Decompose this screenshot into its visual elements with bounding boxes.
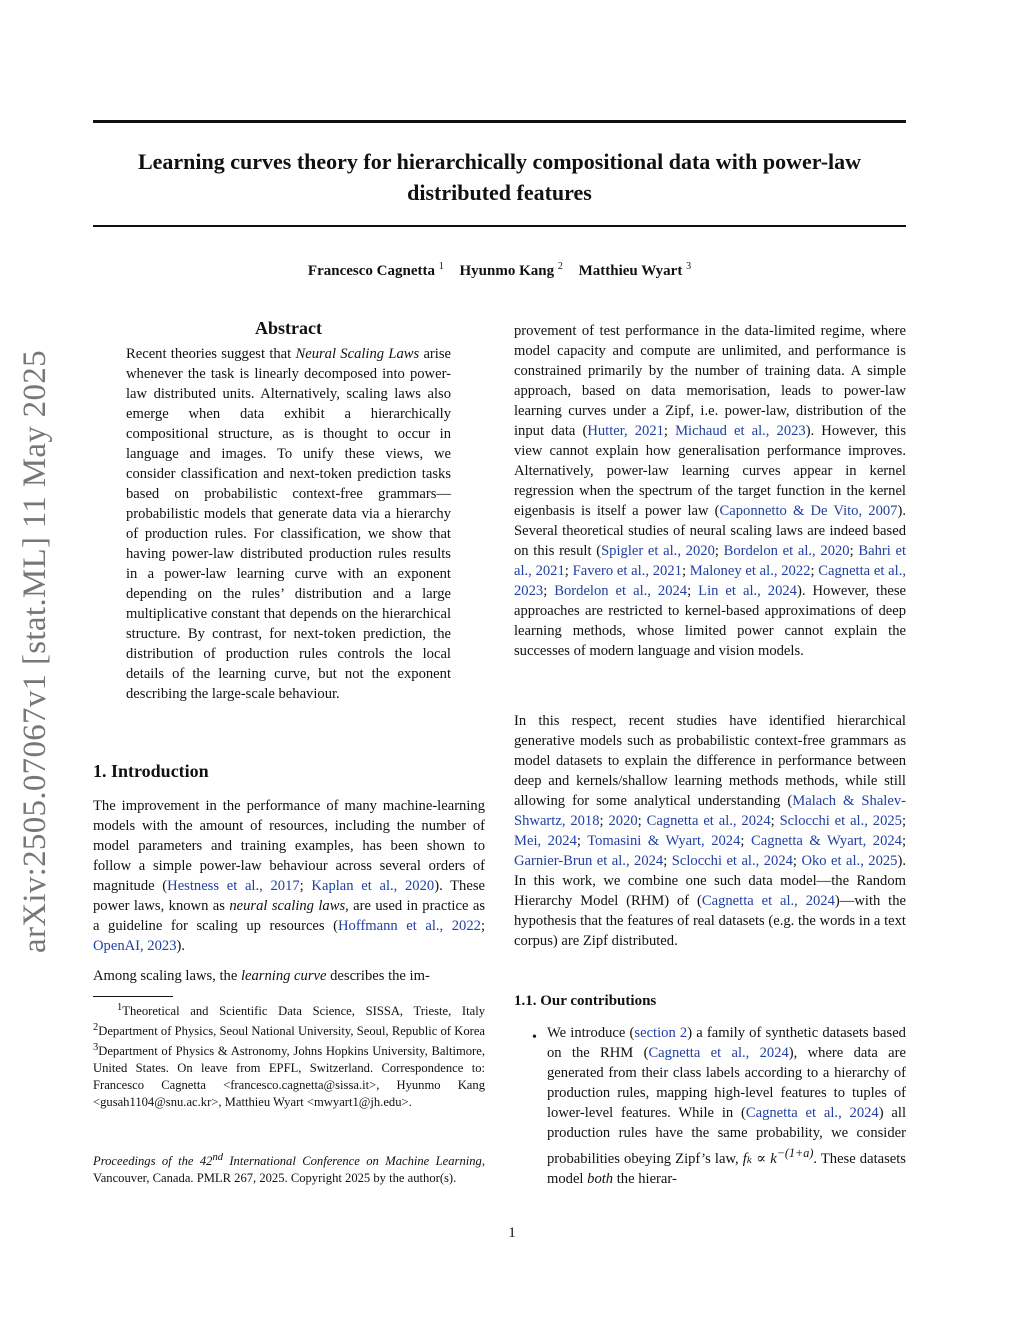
citation-link[interactable]: Tomasini & Wyart, 2024 xyxy=(587,833,741,849)
citation-link[interactable]: Lin et al., 2024 xyxy=(698,583,797,599)
footnote-rule xyxy=(93,996,173,997)
zipf-formula: $f_k \propto k^{-(1+a)}$ xyxy=(742,1146,814,1167)
citation-link[interactable]: Hoffmann et al., 2022 xyxy=(338,918,481,934)
citation-link[interactable]: Garnier-Brun et al., 2024 xyxy=(514,853,664,869)
author: Matthieu Wyart $^3$ xyxy=(578,261,692,279)
page-number: 1 xyxy=(508,1225,516,1241)
section-heading-introduction: 1. Introduction xyxy=(93,761,209,781)
citation-link[interactable]: OpenAI, 2023 xyxy=(93,938,177,954)
title-bottom-rule xyxy=(93,225,906,227)
abstract-text: Recent theories suggest that Neural Scaling Laws arise whenever the task is linearly decomposed into power-law distributed units. Alternatively, scaling laws also emerge when data exhibit a hierarchically compositional structure, as is thought to occur in language and images. To unify these views, we consider classification and next-token prediction tasks based on probabilistic context-free grammars—probabilistic models that generate data via a hierarchy of production rules. For classification, we show that having power-law distributed production rules results in a power-law learning curve with an exponent depending on the rules’ distribution and a large multiplicative constant that depends on the hierarchical structure. By contrast, for next-token prediction, the distribution of production rules controls the local details of the learning curve, but not the exponent describing the large-scale behaviour. xyxy=(126,346,451,702)
author: Hyunmo Kang $^2$ xyxy=(459,261,563,279)
citation-link[interactable]: Mei, 2024 xyxy=(514,833,577,849)
section-link[interactable]: section 2 xyxy=(634,1025,688,1041)
citation-link[interactable]: Cagnetta et al., 2024 xyxy=(648,1045,789,1061)
citation-link[interactable]: Cagnetta et al., 2024 xyxy=(646,813,771,829)
bullet-marker: • xyxy=(532,1030,537,1045)
proceedings-note: Proceedings of the 42nd International Conference on Machine Learning, Vancouver, Canada. PMLR 267, 2025. Copyright 2025 by the author(s). xyxy=(93,1152,485,1185)
citation-link[interactable]: 2020 xyxy=(608,813,638,829)
citation-link[interactable]: Favero et al., 2021 xyxy=(572,563,682,579)
body-paragraph: provement of test performance in the data-limited regime, where model capacity and compute are unlimited, and performance is constrained primarily by the number of training data. A simple approach, based on data memorisation, leads to power-law learning curves under a Zipf, i.e. power-law, distribution of the input data (Hutter, 2021; Michaud et al., 2023). However, this view cannot explain how generalisation performance improves. Alternatively, power-law learning curves appear in kernel regression when the spectrum of the target function in the kernel eigenbasis is itself a power law (Caponnetto & De Vito, 2007). Several theoretical studies of neural scaling laws are indeed based on this result (Spigler et al., 2020; Bordelon et al., 2020; Bahri et al., 2021; Favero et al., 2021; Maloney et al., 2022; Cagnetta et al., 2023; Bordelon et al., 2024; Lin et al., 2024). However, these approaches are restricted to kernel-based approximations of deep learning methods, whose limited power cannot explain the successes of modern language and vision models. xyxy=(514,323,907,659)
citation-link[interactable]: Kaplan et al., 2020 xyxy=(311,878,435,894)
author: Francesco Cagnetta $^1$ xyxy=(307,261,444,279)
citation-link[interactable]: Hutter, 2021 xyxy=(587,423,664,439)
intro-paragraph: The improvement in the performance of many machine-learning models with the amount of resources, including the number of model parameters and training examples, has been shown to follow a simple power-law behaviour across several orders of magnitude (Hestness et al., 2017; Kaplan et al., 2020). These power laws, known as neural scaling laws, are used in practice as a guideline for scaling up resources (Hoffmann et al., 2022; OpenAI, 2023). xyxy=(93,798,485,954)
intro-paragraph: Among scaling laws, the learning curve describes the im- xyxy=(93,968,430,984)
citation-link[interactable]: Malach & Shalev-Shwartz, 2018 xyxy=(514,793,906,829)
citation-link[interactable]: Cagnetta et al., 2024 xyxy=(701,893,835,909)
citation-link[interactable]: Cagnetta & Wyart, 2024 xyxy=(751,833,902,849)
citation-link[interactable]: Michaud et al., 2023 xyxy=(675,423,806,439)
subsection-heading-contributions: 1.1. Our contributions xyxy=(514,993,657,1009)
title-top-rule xyxy=(93,120,906,123)
citation-link[interactable]: Maloney et al., 2022 xyxy=(689,563,811,579)
citation-link[interactable]: Caponnetto & De Vito, 2007 xyxy=(719,503,898,519)
paper-title: Learning curves theory for hierarchically compositional data with power-law distributed features xyxy=(137,149,862,205)
citation-link[interactable]: Cagnetta et al., 2023 xyxy=(514,563,907,599)
arxiv-stamp: arXiv:2505.07067v1 [stat.ML] 11 May 2025 xyxy=(17,350,53,953)
author-list xyxy=(93,261,906,280)
citation-link[interactable]: Oko et al., 2025 xyxy=(801,853,898,869)
citation-link[interactable]: Bahri et al., 2021 xyxy=(514,543,907,579)
body-paragraph: In this respect, recent studies have identified hierarchical generative models such as probabilistic context-free grammars as model datasets to explain the difference in performance between deep and kernels/shallow learning methods methods, while still allowing for some analytical understanding (Malach & Shalev-Shwartz, 2018; 2020; Cagnetta et al., 2024; Sclocchi et al., 2025; Mei, 2024; Tomasini & Wyart, 2024; Cagnetta & Wyart, 2024; Garnier-Brun et al., 2024; Sclocchi et al., 2024; Oko et al., 2025). In this work, we combine one such data model—the Random Hierarchy Model (RHM) of (Cagnetta et al., 2024)—with the hypothesis that the features of real datasets (e.g. the words in a text corpus) are Zipf distributed. xyxy=(514,713,907,949)
affiliations-footnote: $^1$Theoretical and Scientific Data Science, SISSA, Trieste, Italy $^2$Department of Physics, Seoul National University, Seoul, Republic of Korea $^3$Department of Physics & Astronomy, Johns Hopkins University, Baltimore, United States. On leave from EPFL, Switzerland. Correspondence to: Francesco Cagnetta <francesco.cagnetta@sissa.it>, Hyunmo Kang <gusah1104@snu.ac.kr>, Matthieu Wyart <mwyart1@jh.edu>. xyxy=(93,1002,485,1109)
abstract-heading: Abstract xyxy=(255,318,322,338)
contribution-item: We introduce (section 2) a family of synthetic datasets based on the RHM (Cagnetta et al., 2024), where data are generated from their class labels according to a hierarchy of production rules, mapping high-level features to tuples of lower-level features. While in (Cagnetta et al., 2024) all production rules have the same probability, we consider probabilities obeying Zipf’s law, $f_k \propto k^{-(1+a)}$. These datasets model both the hierar- xyxy=(547,1025,906,1187)
citation-link[interactable]: Bordelon et al., 2020 xyxy=(723,543,850,559)
citation-link[interactable]: Hestness et al., 2017 xyxy=(167,878,300,894)
citation-link[interactable]: Sclocchi et al., 2024 xyxy=(671,853,793,869)
citation-link[interactable]: Sclocchi et al., 2025 xyxy=(779,813,902,829)
citation-link[interactable]: Cagnetta et al., 2024 xyxy=(745,1105,879,1121)
citation-link[interactable]: Spigler et al., 2020 xyxy=(601,543,715,559)
citation-link[interactable]: Bordelon et al., 2024 xyxy=(554,583,688,599)
